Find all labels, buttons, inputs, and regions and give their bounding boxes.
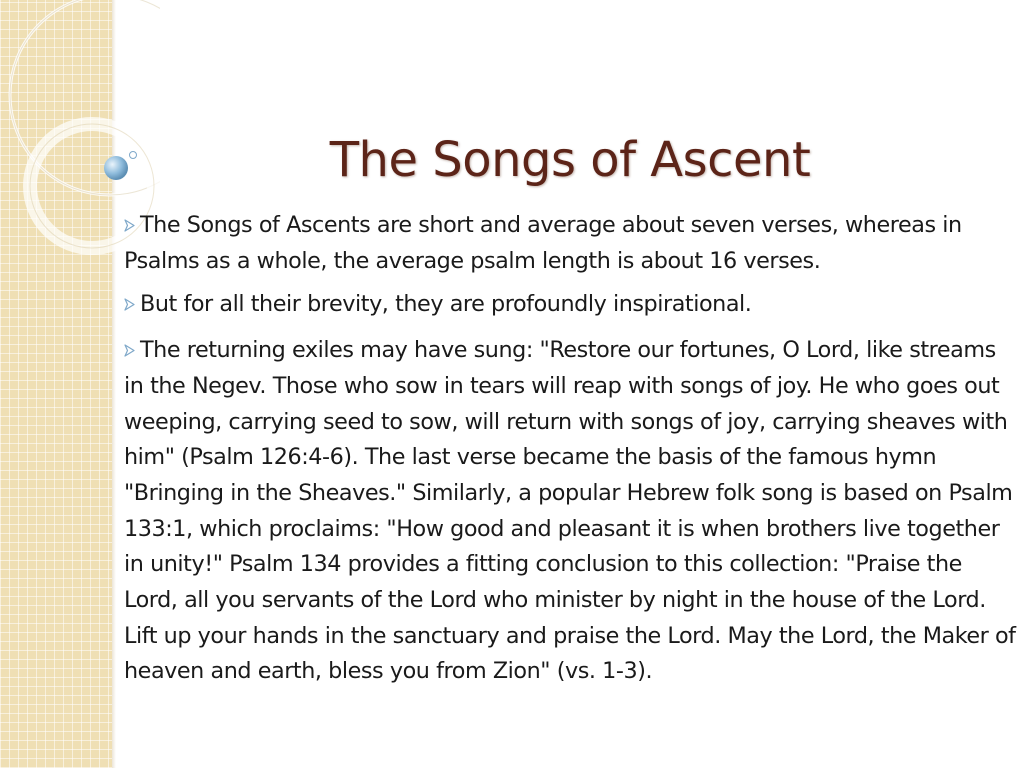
bullet-text: The returning exiles may have sung: "Restore our fortunes, O Lord, like streams in the Negev. Those who sow in tears will reap with songs of joy. He who goes out weeping, carrying seed to sow, will return with songs of joy, carrying sheaves with him" (Psalm 126:4-6). The last verse became the basis of the famous hymn "Bringing in the Sheaves." Similarly, a popular Hebrew folk song is based on Psalm 133:1, which proclaims: "How good and pleasant it is when brothers live together in unity!" Psalm 134 provides a fitting conclusion to this collection: "Praise the Lord, all you servants of the Lord who minister by night in the house of the Lord. Lift up your hands in the sanctuary and praise the Lord. May the Lord, the Maker of heaven and earth, bless you from Zion" (vs. 1-3).: [124, 337, 1016, 685]
bullet-item: [124, 287, 1016, 323]
slide-title: The Songs of Ascent: [329, 132, 811, 188]
bullet-list: [124, 208, 1016, 698]
bullet-text: The Songs of Ascents are short and average about seven verses, whereas in Psalms as a whole, the average psalm length is about 16 verses.: [124, 212, 962, 274]
bullet-text: But for all their brevity, they are profoundly inspirational.: [140, 291, 752, 318]
bullet-item: [124, 333, 1016, 690]
bullet-item: [124, 208, 1016, 279]
arrow-bullet-icon: [124, 219, 135, 232]
arrow-bullet-icon: [124, 344, 135, 357]
arrow-bullet-icon: [124, 298, 135, 311]
